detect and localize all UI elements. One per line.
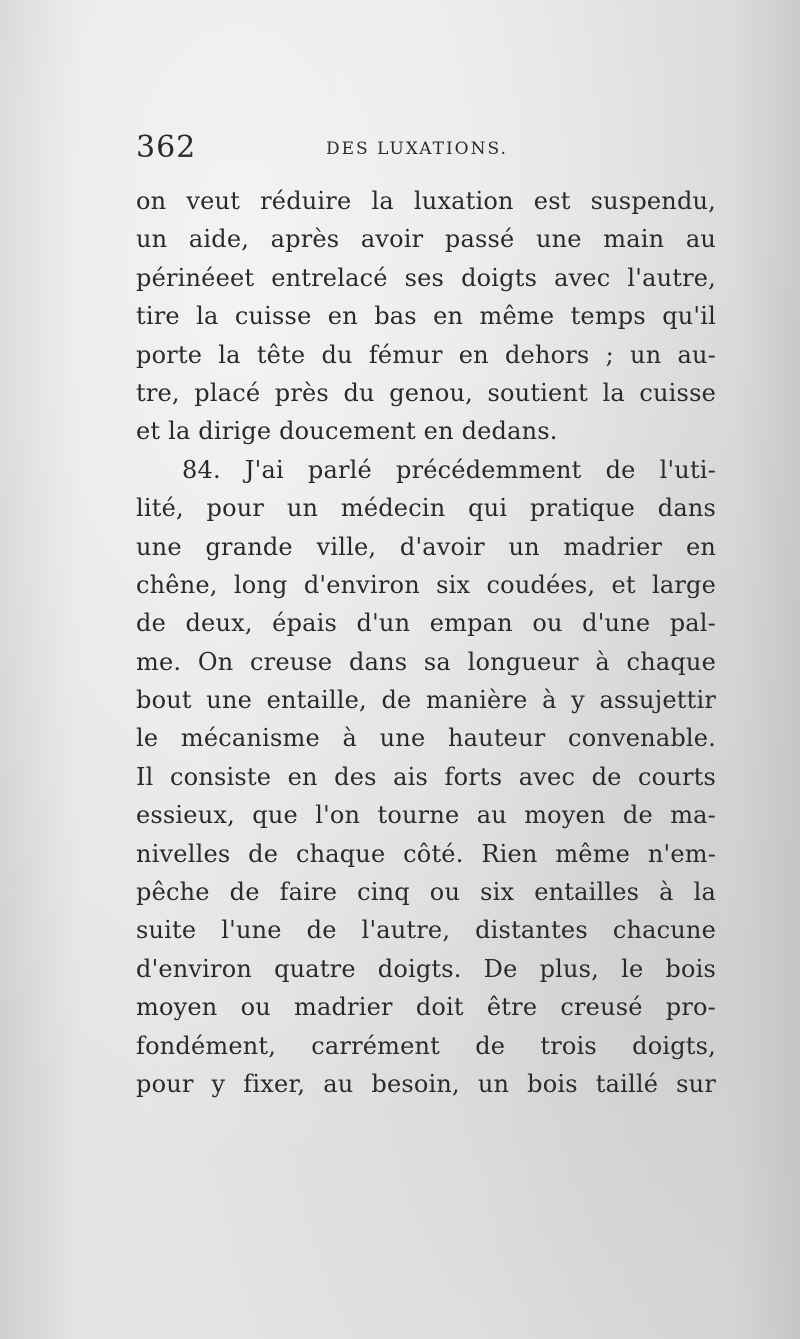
text-line: tre, placé près du genou, soutient la cuisse: [136, 378, 716, 407]
text-line: une grande ville, d'avoir un madrier en: [136, 532, 716, 561]
text-line: porte la tête du fémur en dehors ; un au-: [136, 340, 716, 369]
text-line: le mécanisme à une hauteur convenable.: [136, 724, 716, 753]
running-title: DES LUXATIONS.: [326, 139, 508, 159]
text-line: bout une entaille, de manière à y assujettir: [136, 686, 716, 715]
text-line: fondément, carrément de trois doigts,: [136, 1031, 716, 1060]
paragraph-start-line: 84. J'ai parlé précédemment de l'uti-: [182, 455, 716, 484]
text-line: essieux, que l'on tourne au moyen de ma-: [136, 801, 716, 830]
text-line: d'environ quatre doigts. De plus, le bois: [136, 954, 716, 983]
text-line: nivelles de chaque côté. Rien même n'em-: [136, 839, 716, 868]
text-line: on veut réduire la luxation est suspendu,: [136, 187, 716, 215]
page-number: 362: [136, 130, 197, 165]
text-line: chêne, long d'environ six coudées, et large: [136, 570, 716, 599]
text-line: et la dirige doucement en dedans.: [136, 417, 558, 446]
text-line: me. On creuse dans sa longueur à chaque: [136, 647, 716, 676]
text-line: tire la cuisse en bas en même temps qu'il: [136, 302, 716, 331]
text-line: pour y fixer, au besoin, un bois taillé sur: [136, 1069, 716, 1098]
page-header: [136, 128, 716, 168]
body-text: [136, 182, 716, 1103]
text-line: suite l'une de l'autre, distantes chacune: [136, 916, 716, 945]
text-line: périnéeet entrelacé ses doigts avec l'autre,: [136, 263, 716, 292]
text-line: moyen ou madrier doit être creusé pro-: [136, 993, 716, 1022]
text-line: un aide, après avoir passé une main au: [136, 225, 716, 254]
text-line: de deux, épais d'un empan ou d'une pal-: [136, 609, 716, 638]
text-line: lité, pour un médecin qui pratique dans: [136, 494, 716, 523]
text-line: Il consiste en des ais forts avec de courts: [136, 762, 716, 791]
text-line: pêche de faire cinq ou six entailles à la: [136, 878, 716, 907]
